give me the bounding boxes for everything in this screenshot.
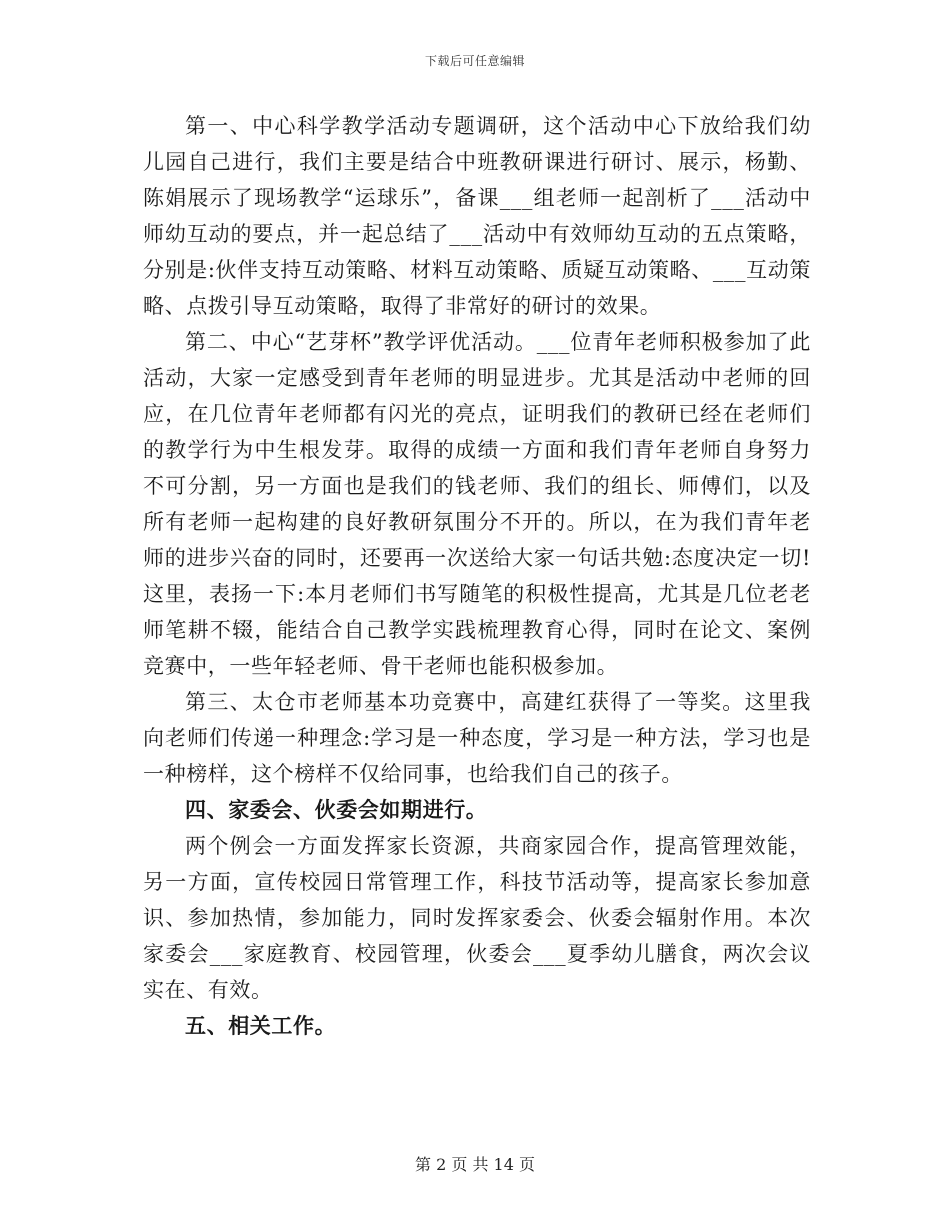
section-heading-5: 五、相关工作。 [185,1013,337,1038]
paragraph-3: 第三、太仓市老师基本功竞赛中，高建红获得了一等奖。这里我向老师们传递一种理念:学习是一种态度，学习是一种方法，学习也是一种榜样，这个榜样不仅给同事，也给我们自己的孩子。 [143,690,811,786]
page-header: 下载后可任意编辑 [424,54,525,68]
section-heading-4: 四、家委会、伙委会如期进行。 [185,797,488,822]
page-number: 第 2 页 共 14 页 [415,1155,535,1174]
paragraph-1: 第一、中心科学教学活动专题调研，这个活动中心下放给我们幼儿园自己进行，我们主要是结合中班教研课进行研讨、展示，杨勤、陈娟展示了现场教学“运球乐”，备课___组老师一起剖析了___活动中师幼互动的要点，并一起总结了___活动中有效师幼互动的五点策略，分别是:伙伴支持互动策略、材料互动策略、质疑互动策略、___互动策略、点拨引导互动策略，取得了非常好的研讨的效果。 [143,114,811,318]
paragraph-2: 第二、中心“艺芽杯”教学评优活动。___位青年老师积极参加了此活动，大家一定感受到青年老师的明显进步。尤其是活动中老师的回应，在几位青年老师都有闪光的亮点，证明我们的教研已经在老师们的教学行为中生根发芽。取得的成绩一方面和我们青年老师自身努力不可分割，另一方面也是我们的钱老师、我们的组长、师傅们，以及所有老师一起构建的良好教研氛围分不开的。所以，在为我们青年老师的进步兴奋的同时，还要再一次送给大家一句话共勉:态度决定一切!这里，表扬一下:本月老师们书写随笔的积极性提高，尤其是几位老老师笔耕不辍，能结合自己教学实践梳理教育心得，同时在论文、案例竞赛中，一些年轻老师、骨干老师也能积极参加。 [143,330,811,678]
document-body [143,108,811,1044]
paragraph-4: 两个例会一方面发挥家长资源，共商家园合作，提高管理效能，另一方面，宣传校园日常管理工作，科技节活动等，提高家长参加意识、参加热情，参加能力，同时发挥家委会、伙委会辐射作用。本次家委会___家庭教育、校园管理，伙委会___夏季幼儿膳食，两次会议实在、有效。 [143,834,811,1002]
